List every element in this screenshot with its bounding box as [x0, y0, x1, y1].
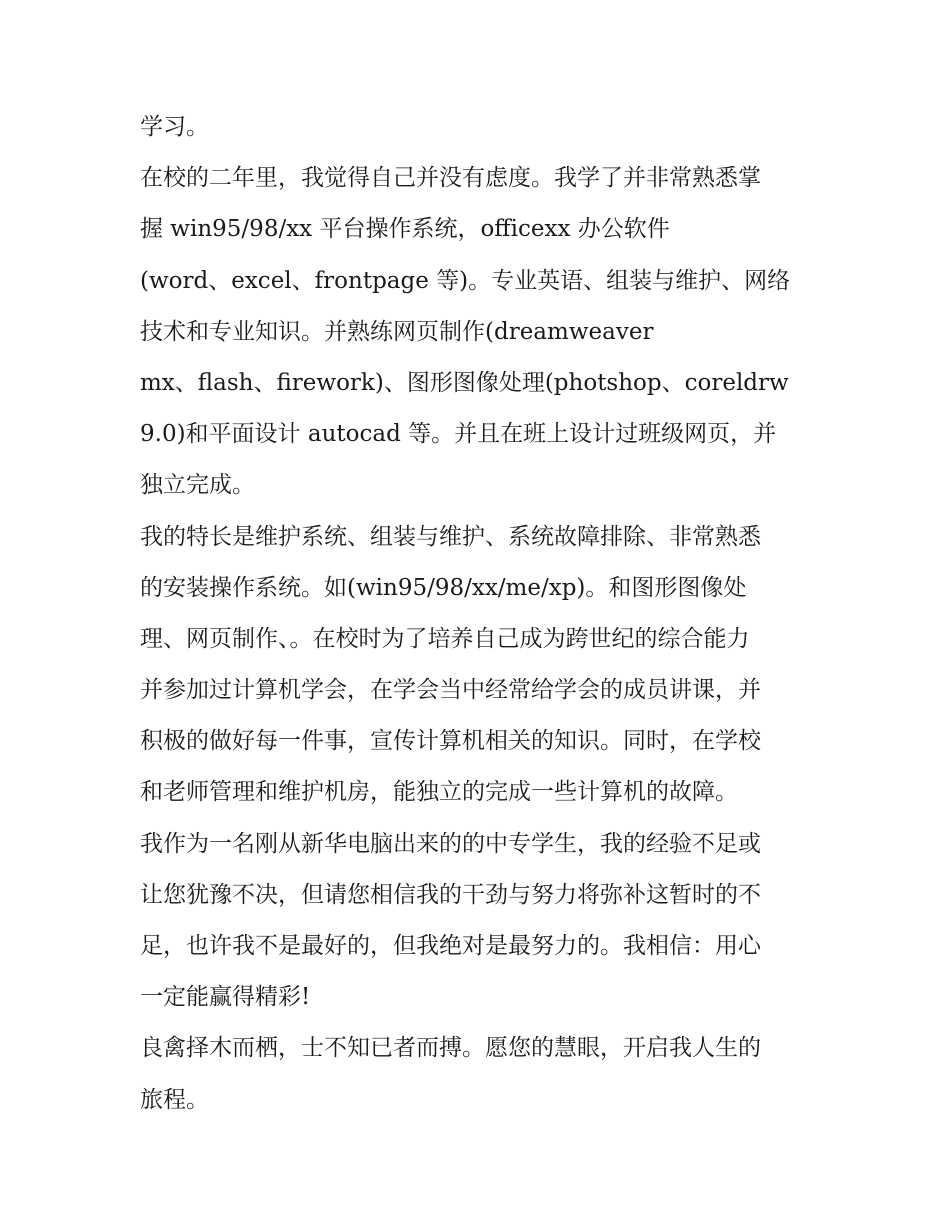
text-line: 9.0)和平面设计 autocad 等。并且在班上设计过班级网页，并: [140, 421, 777, 448]
text-line: 学习。: [140, 114, 209, 140]
text-line: 积极的做好每一件事，宣传计算机相关的知识。同时，在学校: [140, 728, 761, 755]
text-line: (word、excel、frontpage 等)。专业英语、组装与维护、网络: [140, 267, 791, 294]
text-line: 我作为一名刚从新华电脑出来的的中专学生，我的经验不足或: [140, 830, 761, 857]
text-line: 我的特长是维护系统、组装与维护、系统故障排除、非常熟悉: [140, 523, 761, 550]
body-text: [140, 102, 820, 1126]
text-line: 在校的二年里，我觉得自己并没有虑度。我学了并非常熟悉掌: [140, 165, 761, 192]
text-line: 良禽择木而栖，士不知已者而搏。愿您的慧眼，开启我人生的: [140, 1035, 761, 1062]
text-line: 一定能赢得精彩!: [140, 984, 311, 1011]
text-line: 和老师管理和维护机房，能独立的完成一些计算机的故障。: [140, 779, 738, 806]
text-line: 握 win95/98/xx 平台操作系统，officexx 办公软件: [140, 216, 670, 243]
text-line: 足，也许我不是最好的，但我绝对是最努力的。我相信：用心: [140, 933, 761, 959]
text-line: 并参加过计算机学会，在学会当中经常给学会的成员讲课，并: [140, 677, 761, 704]
text-line: 独立完成。: [140, 472, 255, 499]
text-line: 技术和专业知识。并熟练网页制作(dreamweaver: [140, 318, 654, 345]
text-line: 的安装操作系统。如(win95/98/xx/me/xp)。和图形图像处: [140, 574, 747, 601]
text-line: mx、flash、firework)、图形图像处理(photshop、coreldrw: [140, 369, 789, 396]
text-line: 理、网页制作、。在校时为了培养自己成为跨世纪的综合能力: [140, 625, 750, 652]
text-line: 旅程。: [140, 1086, 209, 1113]
text-line: 让您犹豫不决，但请您相信我的干劲与努力将弥补这暂时的不: [140, 881, 761, 908]
